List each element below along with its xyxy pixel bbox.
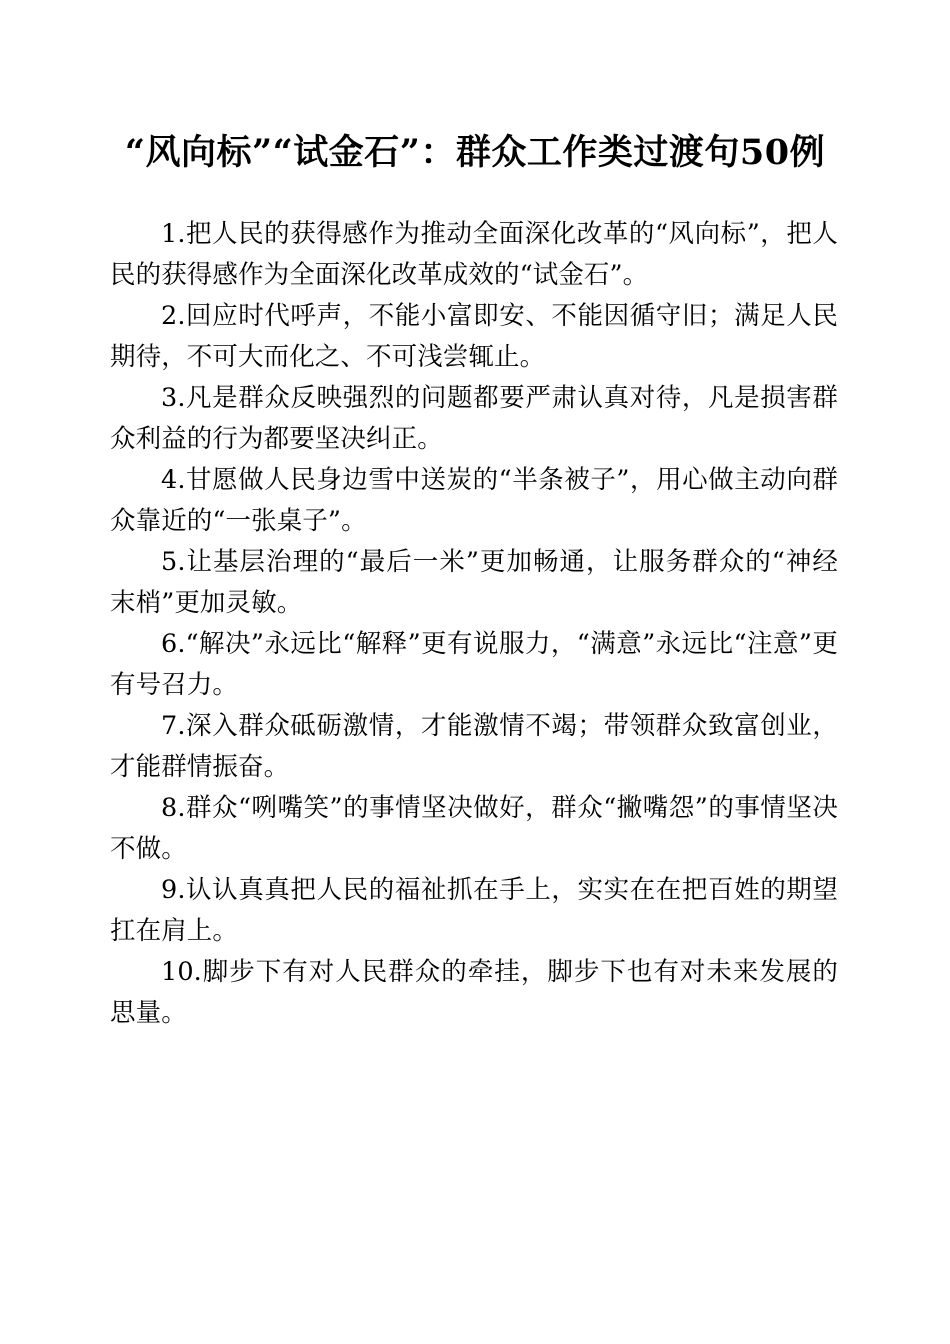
- list-item: 2.回应时代呼声，不能小富即安、不能因循守旧；满足人民期待，不可大而化之、不可浅尝辄止。: [110, 301, 838, 372]
- list-item: 7.深入群众砥砺激情，才能激情不竭；带领群众致富创业，才能群情振奋。: [110, 711, 838, 782]
- list-item: 3.凡是群众反映强烈的问题都要严肃认真对待，凡是损害群众利益的行为都要坚决纠正。: [110, 383, 838, 454]
- list-item: 4.甘愿做人民身边雪中送炭的“半条被子”，用心做主动向群众靠近的“一张桌子”。: [110, 465, 838, 536]
- list-item: 6.“解决”永远比“解释”更有说服力，“满意”永远比“注意”更有号召力。: [110, 629, 838, 700]
- list-item: 8.群众“咧嘴笑”的事情坚决做好，群众“撇嘴怨”的事情坚决不做。: [110, 793, 838, 864]
- list-item: 5.让基层治理的“最后一米”更加畅通，让服务群众的“神经末梢”更加灵敏。: [110, 547, 838, 618]
- list-item: 1.把人民的获得感作为推动全面深化改革的“风向标”，把人民的获得感作为全面深化改革成效的“试金石”。: [110, 219, 838, 290]
- list-item: 9.认认真真把人民的福祉抓在手上，实实在在把百姓的期望扛在肩上。: [110, 875, 838, 946]
- list-item: 10.脚步下有对人民群众的牵挂，脚步下也有对未来发展的思量。: [110, 957, 838, 1028]
- document-body: [0, 178, 950, 1034]
- page-title: “风向标”“试金石”：群众工作类过渡句50例: [124, 132, 826, 173]
